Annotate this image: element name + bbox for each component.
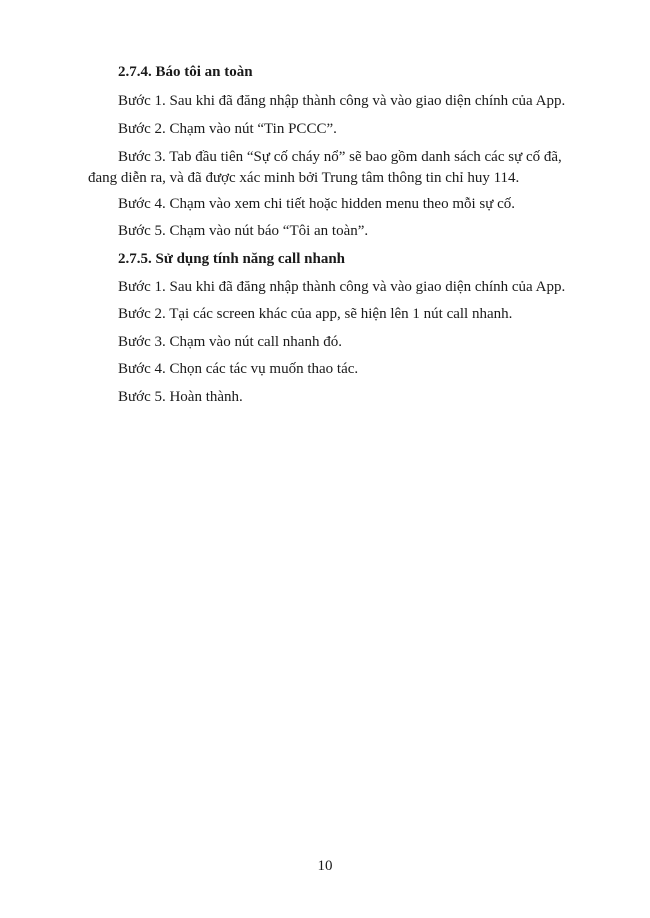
step-3-continuation-text: đang diễn ra, và đã được xác minh bởi Trung tâm thông tin chỉ huy 114. — [88, 170, 520, 186]
step-3-text: Bước 3. Tab đầu tiên “Sự cố cháy nổ” sẽ bao gồm danh sách các sự cố đã, — [118, 149, 562, 165]
quick-call-step-1-text: Bước 1. Sau khi đã đăng nhập thành công và vào giao diện chính của App. — [118, 279, 566, 295]
page-number: 10 — [317, 858, 333, 874]
quick-call-step-3-text: Bước 3. Chạm vào nút call nhanh đó. — [118, 334, 342, 350]
quick-call-step-4-text: Bước 4. Chọn các tác vụ muốn thao tác. — [118, 361, 359, 377]
step-1-text: Bước 1. Sau khi đã đăng nhập thành công và vào giao diện chính của App. — [118, 93, 566, 109]
quick-call-step-5-text: Bước 5. Hoàn thành. — [118, 389, 243, 405]
section-heading-2-7-4: 2.7.4. Báo tôi an toàn — [118, 64, 253, 80]
step-4-text: Bước 4. Chạm vào xem chi tiết hoặc hidden menu theo mỗi sự cố. — [118, 196, 516, 212]
section-heading-2-7-5: 2.7.5. Sử dụng tính năng call nhanh — [118, 251, 346, 267]
step-5-text: Bước 5. Chạm vào nút báo “Tôi an toàn”. — [118, 223, 369, 239]
step-2-text: Bước 2. Chạm vào nút “Tin PCCC”. — [118, 121, 337, 137]
quick-call-step-2-text: Bước 2. Tại các screen khác của app, sẽ hiện lên 1 nút call nhanh. — [118, 306, 513, 322]
